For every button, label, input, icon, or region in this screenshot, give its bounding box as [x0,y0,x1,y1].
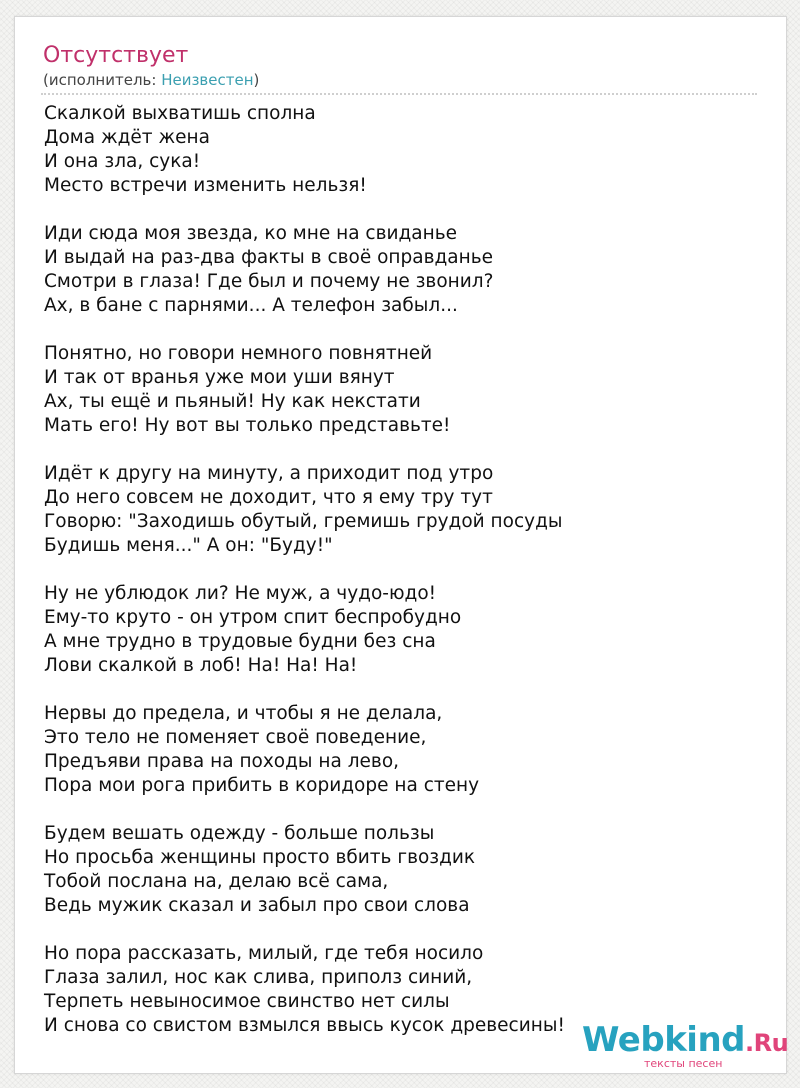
lyrics-line: Терпеть невыносимое свинство нет силы [44,991,450,1012]
lyrics-line: Ну не ублюдок ли? Не муж, а чудо-юдо! [44,583,437,604]
lyrics-verse [44,702,764,798]
lyrics-line: Но пора рассказать, милый, где тебя носило [44,943,484,964]
lyrics-verse [44,222,764,318]
watermark-tagline: тексты песен [644,1057,723,1070]
artist-line [43,71,259,89]
lyrics-line: И снова со свистом взмылся ввысь кусок древесины! [44,1015,565,1036]
lyrics-line: Ах, ты ещё и пьяный! Ну как некстати [44,391,421,412]
watermark-brand: Webkind [582,1020,745,1060]
lyrics-line: И так от вранья уже мои уши вянут [44,367,395,388]
lyrics-line: Скалкой выхватишь сполна [44,103,316,124]
lyrics-card [14,16,787,1074]
lyrics-line: Будем вешать одежду - больше пользы [44,823,435,844]
artist-prefix: (исполнитель: [43,71,162,89]
lyrics-line: Иди сюда моя звезда, ко мне на свиданье [44,223,458,244]
lyrics-line: Ему-то круто - он утром спит беспробудно [44,607,462,628]
lyrics-line: Место встречи изменить нельзя! [44,175,367,196]
watermark-tld: .Ru [745,1029,789,1057]
lyrics-line: Говорю: "Заходишь обутый, гремишь грудой посуды [44,511,563,532]
song-title: Отсутствует [43,43,189,68]
lyrics-line: Смотри в глаза! Где был и почему не звонил? [44,271,494,292]
lyrics-line: Будишь меня..." А он: "Буду!" [44,535,333,556]
artist-link[interactable]: Неизвестен [161,71,254,89]
lyrics-line: И она зла, сука! [44,151,201,172]
lyrics-line: Предъяви права на походы на лево, [44,751,400,772]
lyrics-verse [44,102,764,198]
lyrics-line: Пора мои рога прибить в коридоре на стену [44,775,480,796]
lyrics-verse [44,462,764,558]
title-divider [41,93,757,95]
lyrics-line: Это тело не поменяет своё поведение, [44,727,427,748]
lyrics-line: И выдай на раз-два факты в своё оправданье [44,247,494,268]
lyrics-line: Идёт к другу на минуту, а приходит под утро [44,463,494,484]
lyrics-line: Но просьба женщины просто вбить гвоздик [44,847,476,868]
webkind-watermark [582,1020,789,1080]
lyrics-line: Глаза залил, нос как слива, приполз синий, [44,967,473,988]
lyrics-line: Ведь мужик сказал и забыл про свои слова [44,895,470,916]
lyrics-line: Лови скалкой в лоб! На! На! На! [44,655,358,676]
lyrics-text [44,102,764,1062]
lyrics-verse [44,822,764,918]
lyrics-line: Мать его! Ну вот вы только представьте! [44,415,451,436]
lyrics-line: А мне трудно в трудовые будни без сна [44,631,436,652]
lyrics-verse [44,342,764,438]
artist-suffix: ) [253,71,260,89]
lyrics-line: До него совсем не доходит, что я ему тру тут [44,487,493,508]
lyrics-line: Нервы до предела, и чтобы я не делала, [44,703,443,724]
lyrics-line: Дома ждёт жена [44,127,210,148]
lyrics-line: Понятно, но говори немного повнятней [44,343,433,364]
lyrics-line: Тобой послана на, делаю всё сама, [44,871,389,892]
lyrics-line: Ах, в бане с парнями... А телефон забыл... [44,295,458,316]
lyrics-verse [44,582,764,678]
